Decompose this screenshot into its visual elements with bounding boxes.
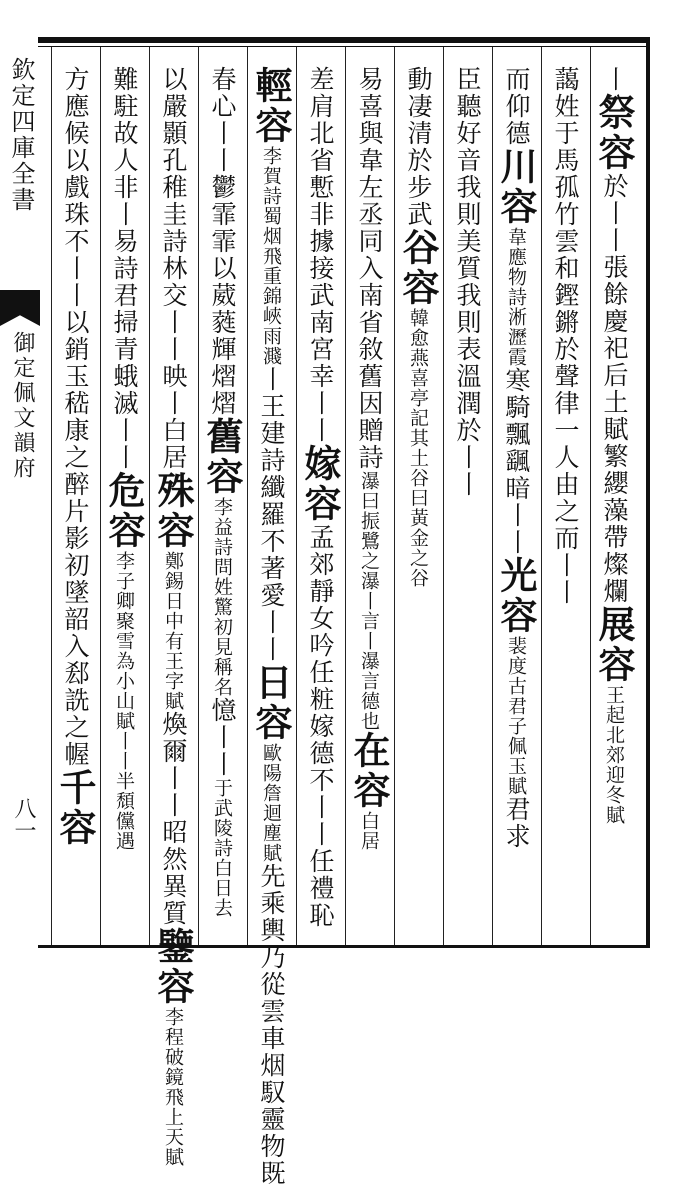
- body-text: 難駐故人非丨: [110, 66, 139, 228]
- note-text: 白: [358, 811, 380, 831]
- headword: 舊容: [200, 417, 244, 497]
- headword: 川容: [494, 147, 538, 227]
- text-column: [200, 66, 244, 936]
- column-separator: [198, 47, 199, 945]
- body-text: 張餘慶祀后土賦: [600, 254, 629, 443]
- headword: 在容: [347, 731, 391, 811]
- column-separator: [345, 47, 346, 945]
- text-column: [445, 66, 489, 936]
- body-text: 而仰德: [502, 66, 531, 147]
- column-separator: [541, 47, 542, 945]
- body-text: 不丨丨以銷玉: [61, 228, 90, 390]
- column-separator: [51, 47, 52, 945]
- text-column: [494, 66, 538, 936]
- body-text: 任禮恥: [306, 848, 335, 929]
- body-text: 春心丨丨: [208, 66, 237, 174]
- text-column: [396, 66, 440, 936]
- text-column: [53, 66, 97, 936]
- body-text: 以嚴顥孔稚圭詩林交丨丨映: [159, 66, 188, 390]
- body-text: 美質我則表溫潤於丨丨: [453, 228, 482, 498]
- body-text: 孤竹雲和鏗鏘於聲律: [551, 174, 580, 417]
- note-text: 鄭錫日中有王字賦: [162, 551, 184, 711]
- column-separator: [492, 47, 493, 945]
- top-border-rule: [38, 37, 650, 43]
- body-text: 鬱霏霏以葳蕤輝熠熠: [208, 174, 237, 417]
- sub-title: 御定佩文韻府: [10, 331, 35, 481]
- headword: 展容: [592, 605, 636, 685]
- column-separator: [590, 47, 591, 945]
- note-text: 李賀詩蜀烟飛重錦峽雨濺: [260, 146, 282, 366]
- fish-tail-mark: [0, 290, 40, 326]
- body-text: 憶丨丨: [208, 697, 237, 778]
- right-border-rule: [646, 37, 650, 948]
- note-text: 于武陵詩白日去: [211, 778, 233, 918]
- text-column: [298, 66, 342, 936]
- body-text: 丨: [600, 66, 629, 93]
- note-text: 李子卿聚雪為小山賦丨丨半頹儻遇: [113, 551, 135, 851]
- body-text: 差肩北省慙非據接武南宮幸丨丨: [306, 66, 335, 444]
- body-text: 先乘輿乃從雲車烟馭: [257, 863, 286, 1106]
- text-column: [249, 66, 293, 1187]
- headword: 殊容: [151, 471, 195, 551]
- text-column: [347, 66, 391, 936]
- headword: 鑒容: [151, 927, 195, 1007]
- body-text: 丨王建詩纖羅不著愛丨丨: [257, 366, 286, 663]
- text-column: [102, 66, 146, 936]
- note-text: 李程破鏡: [162, 1007, 184, 1087]
- leaf-number: 八一: [11, 797, 36, 841]
- body-text: 方應候以戲珠: [61, 66, 90, 228]
- note-text: 王起北郊迎冬賦: [603, 685, 625, 825]
- column-separator: [247, 47, 248, 945]
- text-column: [543, 66, 587, 936]
- note-text: 裴度古君子佩玉賦: [505, 636, 527, 796]
- page-margin-strip: [0, 37, 38, 948]
- column-separator: [149, 47, 150, 945]
- headword: 祭容: [592, 93, 636, 173]
- body-text: 動凄清於步武: [404, 66, 433, 228]
- body-text: 嵇康之醉片影初墜韶入郄詵之幄: [61, 390, 90, 768]
- headword: 千容: [53, 768, 97, 848]
- headword: 輕容: [249, 66, 293, 146]
- column-separator: [443, 47, 444, 945]
- bottom-border-rule: [38, 945, 650, 948]
- headword: 日容: [249, 663, 293, 743]
- note-text: 韓愈燕喜亭記其土谷曰黃金之谷: [407, 308, 429, 588]
- body-text: 於丨丨: [600, 173, 629, 254]
- headword: 光容: [494, 556, 538, 636]
- column-separator: [296, 47, 297, 945]
- body-text: 君求: [502, 796, 531, 850]
- note-text: 飛上天賦: [162, 1087, 184, 1167]
- headword: 谷容: [396, 228, 440, 308]
- headword: 嫁容: [298, 444, 342, 524]
- text-column: [151, 66, 195, 1167]
- top-border-thin-rule: [38, 46, 650, 47]
- note-text: 居: [358, 831, 380, 851]
- body-text: 一人由之而丨丨: [551, 417, 580, 606]
- body-text: 丨白居: [159, 390, 188, 471]
- column-separator: [394, 47, 395, 945]
- body-text: 煥爾丨丨昭然異質: [159, 711, 188, 927]
- body-text: 藹姓于馬: [551, 66, 580, 174]
- note-text: 瀑曰振鷺之瀑丨言丨瀑言德也: [358, 471, 380, 731]
- body-text: 易詩君掃青蛾滅丨丨: [110, 228, 139, 471]
- body-text: 易喜與韋左丞同入南省敘舊因贈詩: [355, 66, 384, 471]
- headword: 危容: [102, 471, 146, 551]
- body-text: 孟郊靜女吟任粧嫁德不丨丨: [306, 524, 335, 848]
- note-text: 李益詩問姓驚初見稱名: [211, 497, 233, 697]
- body-text: 臣聽好音我則: [453, 66, 482, 228]
- note-text: 韋應物詩淅瀝霞: [505, 227, 527, 367]
- body-text: 繁纓藻帶燦爛: [600, 443, 629, 605]
- note-text: 歐陽詹迴塵賦: [260, 743, 282, 863]
- column-separator: [100, 47, 101, 945]
- book-title: 欽定四庫全書: [7, 57, 35, 213]
- text-column: [592, 66, 636, 936]
- body-text: 靈物既: [257, 1106, 286, 1187]
- body-text: 寒騎飄颻暗丨丨: [502, 367, 531, 556]
